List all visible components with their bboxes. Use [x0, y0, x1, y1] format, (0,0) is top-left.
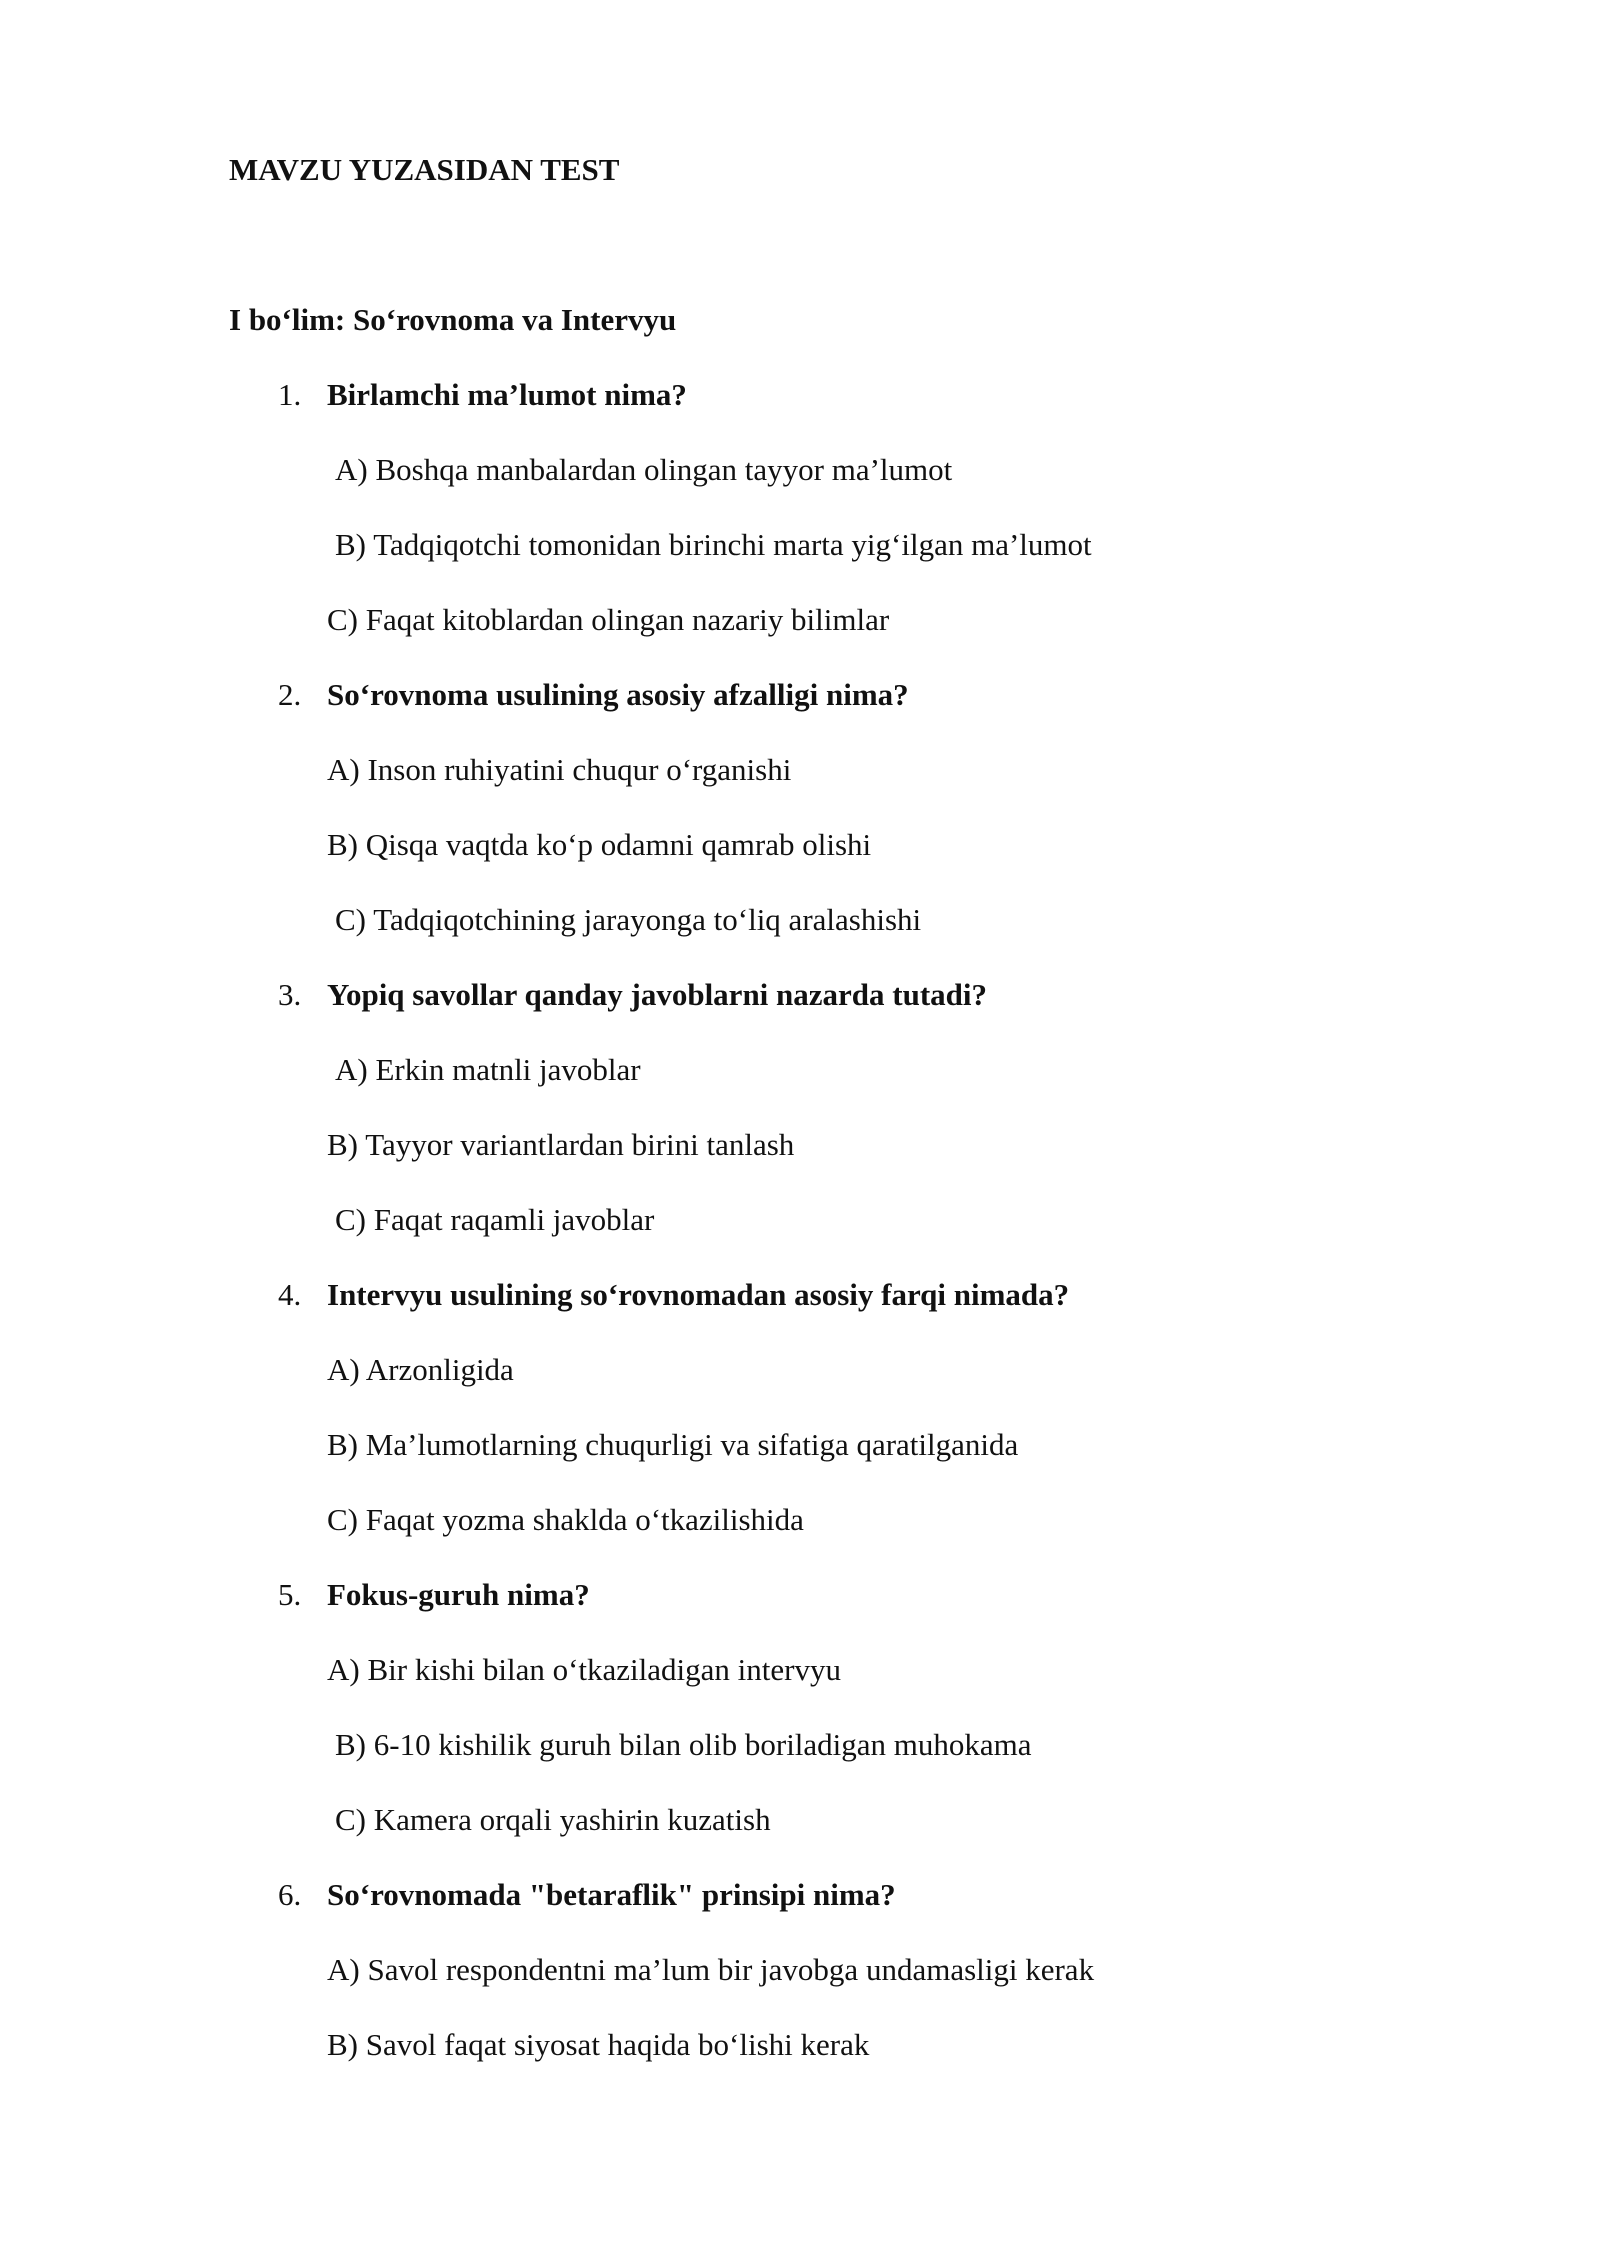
answer-option: B) Qisqa vaqtda ko‘p odamni qamrab olishi [327, 827, 872, 862]
answer-option: C) Faqat kitoblardan olingan nazariy bilimlar [327, 602, 890, 637]
question-text: Fokus-guruh nima? [327, 1577, 590, 1612]
answer-option-line [0, 1500, 1600, 1575]
question-text: So‘rovnomada "betaraflik" prinsipi nima? [327, 1877, 896, 1912]
answer-option-line [0, 1650, 1600, 1725]
document-title: MAVZU YUZASIDAN TEST [229, 152, 620, 187]
answer-option: B) Savol faqat siyosat haqida bo‘lishi kerak [327, 2027, 870, 2062]
answer-option: B) Tayyor variantlardan birini tanlash [327, 1127, 795, 1162]
answer-option-line [0, 900, 1600, 975]
answer-option: C) Faqat raqamli javoblar [335, 1202, 655, 1237]
question-number: 4. [278, 1277, 302, 1312]
question-line [0, 1875, 1600, 1950]
answer-option-line [0, 1200, 1600, 1275]
answer-option-line [0, 1725, 1600, 1800]
answer-option: A) Inson ruhiyatini chuqur o‘rganishi [327, 752, 792, 787]
question-item [0, 1575, 1600, 1875]
answer-option-line [0, 825, 1600, 900]
answer-option: A) Arzonligida [327, 1352, 514, 1387]
answer-option-line [0, 1950, 1600, 2025]
question-line [0, 975, 1600, 1050]
answer-option: C) Tadqiqotchining jarayonga to‘liq aralashishi [335, 902, 922, 937]
answer-option-line [0, 600, 1600, 675]
question-line [0, 375, 1600, 450]
answer-option: B) 6-10 kishilik guruh bilan olib boriladigan muhokama [335, 1727, 1032, 1762]
answer-option: A) Savol respondentni ma’lum bir javobga undamasligi kerak [327, 1952, 1095, 1987]
answer-option: C) Faqat yozma shaklda o‘tkazilishida [327, 1502, 804, 1537]
answer-option: B) Ma’lumotlarning chuqurligi va sifatiga qaratilganida [327, 1427, 1019, 1462]
section-title: I bo‘lim: So‘rovnoma va Intervyu [229, 302, 677, 337]
answer-option-line [0, 1125, 1600, 1200]
question-text: So‘rovnoma usulining asosiy afzalligi nima? [327, 677, 909, 712]
answer-option-line [0, 1350, 1600, 1425]
answer-option-line [0, 1050, 1600, 1125]
question-text: Yopiq savollar qanday javoblarni nazarda tutadi? [327, 977, 988, 1012]
answer-option: A) Boshqa manbalardan olingan tayyor ma’lumot [335, 452, 953, 487]
answer-option-line [0, 1425, 1600, 1500]
question-line [0, 675, 1600, 750]
question-line [0, 1275, 1600, 1350]
question-line [0, 1575, 1600, 1650]
answer-option: C) Kamera orqali yashirin kuzatish [335, 1802, 771, 1837]
question-number: 2. [278, 677, 302, 712]
answer-option: B) Tadqiqotchi tomonidan birinchi marta yig‘ilgan ma’lumot [335, 527, 1092, 562]
question-item [0, 975, 1600, 1275]
question-number: 6. [278, 1877, 302, 1912]
question-item [0, 675, 1600, 975]
question-text: Birlamchi ma’lumot nima? [327, 377, 687, 412]
answer-option: A) Erkin matnli javoblar [335, 1052, 641, 1087]
answer-option-line [0, 2025, 1600, 2100]
question-item [0, 1875, 1600, 2100]
answer-option-line [0, 750, 1600, 825]
question-item [0, 375, 1600, 675]
question-number: 3. [278, 977, 302, 1012]
question-number: 5. [278, 1577, 302, 1612]
answer-option: A) Bir kishi bilan o‘tkaziladigan intervyu [327, 1652, 841, 1687]
question-number: 1. [278, 377, 302, 412]
answer-option-line [0, 525, 1600, 600]
question-text: Intervyu usulining so‘rovnomadan asosiy farqi nimada? [327, 1277, 1070, 1312]
answer-option-line [0, 1800, 1600, 1875]
question-item [0, 1275, 1600, 1575]
question-list [0, 375, 1600, 2100]
answer-option-line [0, 450, 1600, 525]
